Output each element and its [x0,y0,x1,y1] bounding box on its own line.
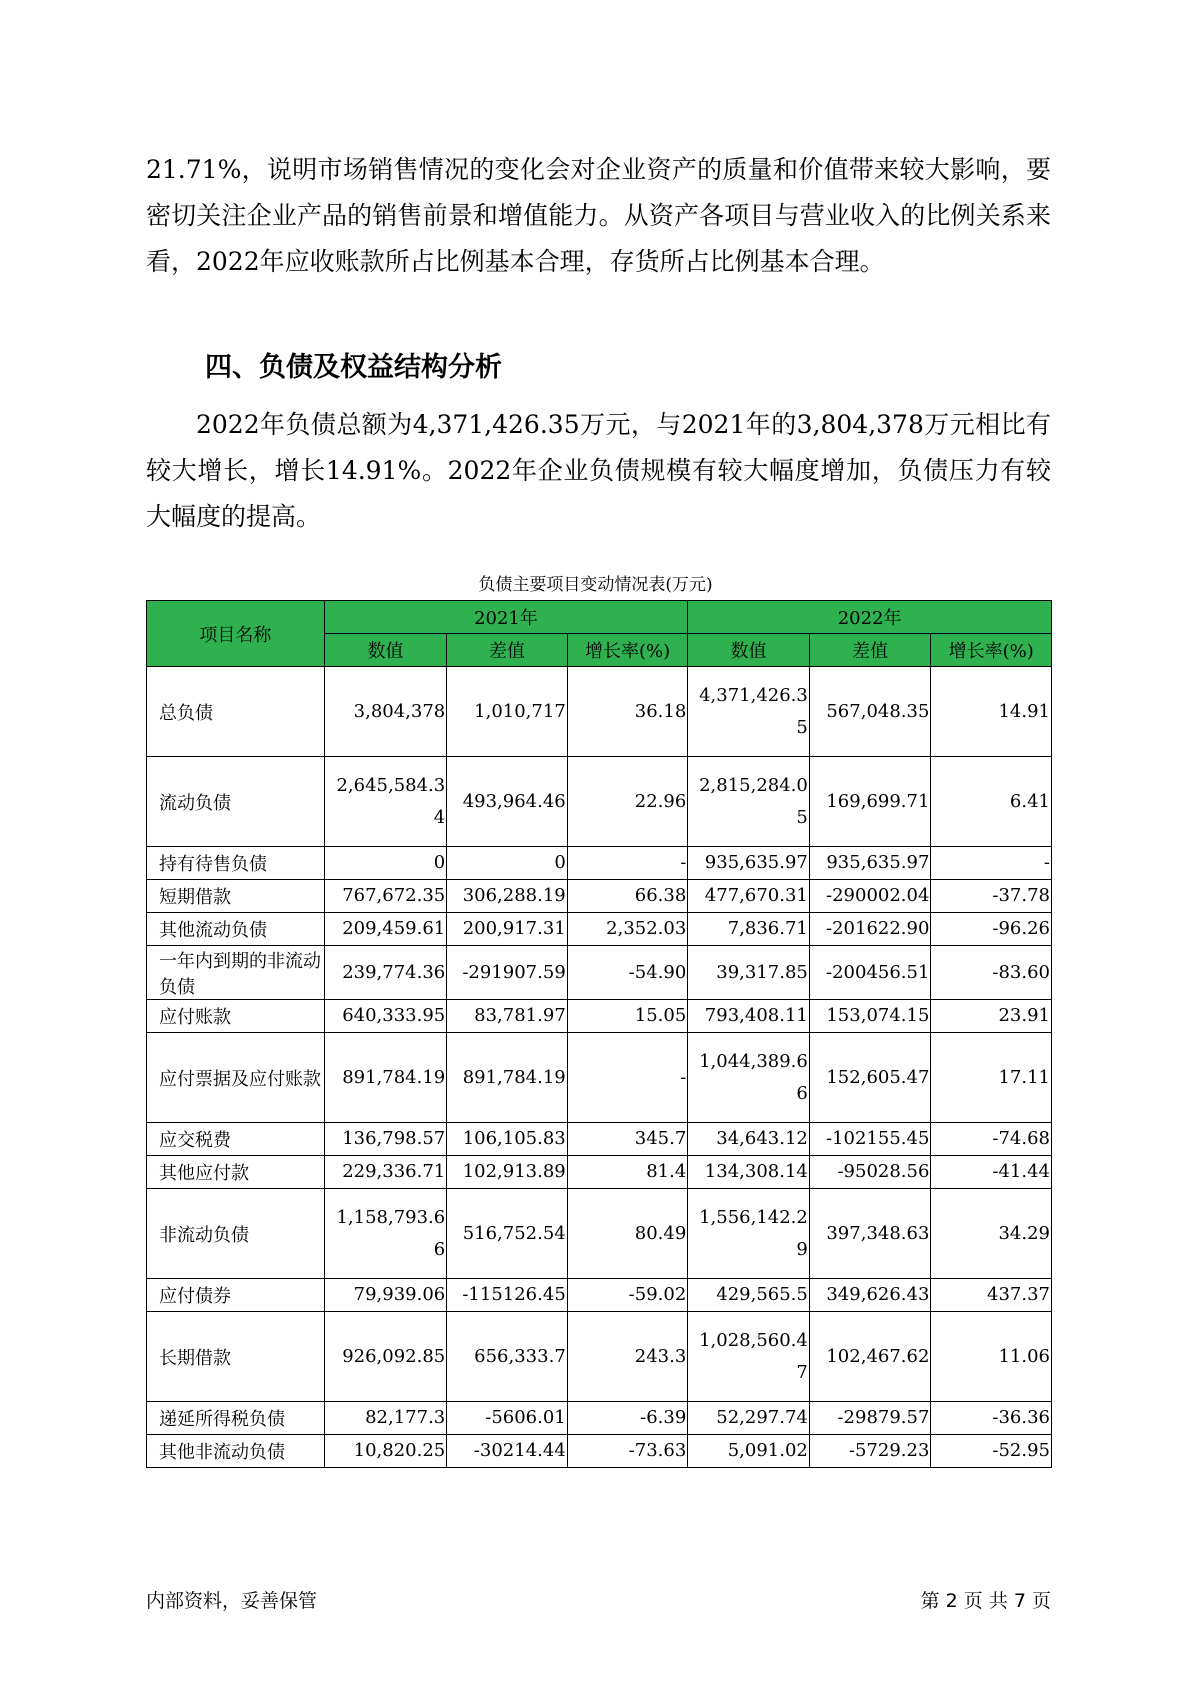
table-row [147,913,1052,946]
row-cell: -41.44 [931,1156,1052,1189]
row-cell: -5729.23 [809,1435,931,1468]
row-cell: 345.7 [567,1123,688,1156]
row-cell: 397,348.63 [809,1189,931,1279]
row-cell: 5,091.02 [688,1435,810,1468]
row-cell: -37.78 [931,880,1052,913]
row-cell: 79,939.06 [324,1279,447,1312]
row-item-name: 其他应付款 [147,1156,325,1189]
table-row [147,1312,1052,1402]
header-year-2021: 2021年 [324,601,688,634]
row-cell: 34.29 [931,1189,1052,1279]
row-cell: 0 [447,847,568,880]
row-cell: -96.26 [931,913,1052,946]
row-cell: 153,074.15 [809,1000,931,1033]
row-cell: 516,752.54 [447,1189,568,1279]
footer-page-number: 第 2 页 共 7 页 [920,1590,1051,1612]
row-cell: 136,798.57 [324,1123,447,1156]
row-cell: -6.39 [567,1402,688,1435]
row-cell: 22.96 [567,757,688,847]
row-cell: 935,635.97 [809,847,931,880]
table-row [147,946,1052,1000]
row-cell: -74.68 [931,1123,1052,1156]
table-row [147,1123,1052,1156]
row-item-name: 递延所得税负债 [147,1402,325,1435]
header-item-name: 项目名称 [147,601,325,667]
row-cell: 23.91 [931,1000,1052,1033]
row-cell: 429,565.5 [688,1279,810,1312]
section-heading: 四、负债及权益结构分析 [205,352,502,383]
table-caption: 负债主要项目变动情况表(万元) [478,575,713,595]
table-row [147,880,1052,913]
table-row [147,1033,1052,1123]
table-row [147,1156,1052,1189]
row-cell: 935,635.97 [688,847,810,880]
row-item-name: 一年内到期的非流动负债 [147,946,325,1000]
row-item-name: 流动负债 [147,757,325,847]
row-cell: 1,028,560.47 [688,1312,810,1402]
row-cell: 891,784.19 [447,1033,568,1123]
table-row [147,667,1052,757]
row-cell: 14.91 [931,667,1052,757]
liabilities-table [146,600,1052,1468]
row-cell: 7,836.71 [688,913,810,946]
row-cell: 243.3 [567,1312,688,1402]
row-cell: 83,781.97 [447,1000,568,1033]
subheader-diff-2021: 差值 [447,634,568,667]
row-cell: 1,158,793.66 [324,1189,447,1279]
row-cell: 437.37 [931,1279,1052,1312]
row-cell: 200,917.31 [447,913,568,946]
row-cell: -36.36 [931,1402,1052,1435]
table-row [147,757,1052,847]
row-cell: -73.63 [567,1435,688,1468]
row-cell: 2,645,584.34 [324,757,447,847]
row-cell: 229,336.71 [324,1156,447,1189]
row-cell: 39,317.85 [688,946,810,1000]
row-cell: 169,699.71 [809,757,931,847]
table-row [147,1000,1052,1033]
row-cell: -59.02 [567,1279,688,1312]
row-cell: 656,333.7 [447,1312,568,1402]
row-item-name: 总负债 [147,667,325,757]
row-cell: 1,044,389.66 [688,1033,810,1123]
body-paragraph-continuation: 21.71%，说明市场销售情况的变化会对企业资产的质量和价值带来较大影响，要密切关注企业产品的销售前景和增值能力。从资产各项目与营业收入的比例关系来看，2022年应收账款所占比例基本合理，存货所占比例基本合理。 [146,155,1051,276]
row-cell: 17.11 [931,1033,1052,1123]
footer-confidential-note: 内部资料，妥善保管 [146,1590,318,1612]
row-cell: 493,964.46 [447,757,568,847]
row-cell: 349,626.43 [809,1279,931,1312]
row-cell: 2,352.03 [567,913,688,946]
table-row [147,1279,1052,1312]
subheader-growth-2022: 增长率(%) [931,634,1052,667]
row-item-name: 应交税费 [147,1123,325,1156]
subheader-value-2022: 数值 [688,634,810,667]
row-cell: 106,105.83 [447,1123,568,1156]
row-cell: 15.05 [567,1000,688,1033]
row-cell: -291907.59 [447,946,568,1000]
row-item-name: 短期借款 [147,880,325,913]
row-cell: 134,308.14 [688,1156,810,1189]
row-cell: - [567,1033,688,1123]
subheader-diff-2022: 差值 [809,634,931,667]
row-cell: 477,670.31 [688,880,810,913]
table-row [147,1402,1052,1435]
row-cell: -29879.57 [809,1402,931,1435]
row-cell: 793,408.11 [688,1000,810,1033]
row-cell: 1,556,142.29 [688,1189,810,1279]
table-row [147,1435,1052,1468]
row-cell: 81.4 [567,1156,688,1189]
row-cell: -83.60 [931,946,1052,1000]
table-row [147,1189,1052,1279]
row-cell: 11.06 [931,1312,1052,1402]
row-cell: 3,804,378 [324,667,447,757]
row-cell: - [567,847,688,880]
row-cell: 4,371,426.35 [688,667,810,757]
row-cell: -5606.01 [447,1402,568,1435]
row-cell: -30214.44 [447,1435,568,1468]
row-cell: 209,459.61 [324,913,447,946]
row-cell: 926,092.85 [324,1312,447,1402]
row-cell: 66.38 [567,880,688,913]
row-cell: 102,913.89 [447,1156,568,1189]
row-cell: -102155.45 [809,1123,931,1156]
row-cell: 1,010,717 [447,667,568,757]
table-row [147,847,1052,880]
row-cell: 567,048.35 [809,667,931,757]
row-item-name: 持有待售负债 [147,847,325,880]
header-year-2022: 2022年 [688,601,1052,634]
row-cell: 80.49 [567,1189,688,1279]
row-cell: 2,815,284.05 [688,757,810,847]
row-cell: -290002.04 [809,880,931,913]
subheader-value-2021: 数值 [324,634,447,667]
subheader-growth-2021: 增长率(%) [567,634,688,667]
row-cell: 640,333.95 [324,1000,447,1033]
row-cell: -201622.90 [809,913,931,946]
body-paragraph-liabilities: 2022年负债总额为4,371,426.35万元，与2021年的3,804,378万元相比有较大增长，增长14.91%。2022年企业负债规模有较大幅度增加，负债压力有较大幅度的提高。 [146,410,1051,531]
row-cell: 34,643.12 [688,1123,810,1156]
row-cell: 0 [324,847,447,880]
row-cell: 10,820.25 [324,1435,447,1468]
row-cell: 102,467.62 [809,1312,931,1402]
row-cell: -200456.51 [809,946,931,1000]
row-cell: - [931,847,1052,880]
row-cell: -54.90 [567,946,688,1000]
row-cell: -52.95 [931,1435,1052,1468]
row-item-name: 其他非流动负债 [147,1435,325,1468]
row-cell: -115126.45 [447,1279,568,1312]
row-item-name: 应付债券 [147,1279,325,1312]
row-cell: 36.18 [567,667,688,757]
row-cell: 306,288.19 [447,880,568,913]
row-cell: 891,784.19 [324,1033,447,1123]
row-cell: 239,774.36 [324,946,447,1000]
row-cell: 6.41 [931,757,1052,847]
row-cell: 152,605.47 [809,1033,931,1123]
row-item-name: 应付票据及应付账款 [147,1033,325,1123]
row-cell: -95028.56 [809,1156,931,1189]
row-cell: 767,672.35 [324,880,447,913]
row-item-name: 其他流动负债 [147,913,325,946]
row-item-name: 应付账款 [147,1000,325,1033]
row-item-name: 非流动负债 [147,1189,325,1279]
row-cell: 82,177.3 [324,1402,447,1435]
row-cell: 52,297.74 [688,1402,810,1435]
row-item-name: 长期借款 [147,1312,325,1402]
